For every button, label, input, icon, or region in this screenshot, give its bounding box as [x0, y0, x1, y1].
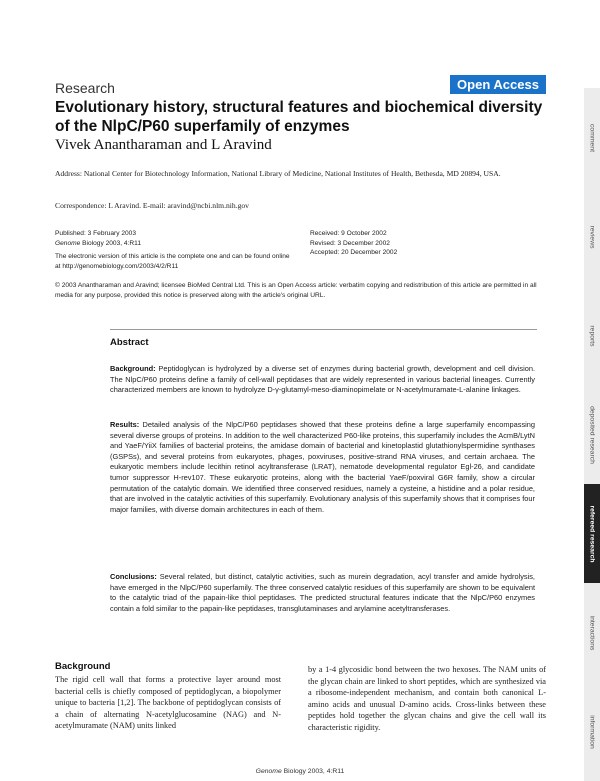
electronic-version-note[interactable]: The electronic version of this article is the complete one and can be found online at http://genomebiology.com/2003/4/2/R11 [55, 253, 290, 270]
side-tab-label: deposited research [588, 405, 596, 464]
abstract-conclusions [110, 572, 535, 614]
page-footer [0, 768, 600, 775]
side-tab-label: refereed research [588, 504, 596, 563]
side-tab-information[interactable] [584, 682, 600, 781]
body-column-left: The rigid cell wall that forms a protective layer around most bacterial cells is chiefly composed of peptidoglycan, a biopolymer unique to bacteria [1,2]. The backbone of peptidoglycan consists of a chain of alternating N-acetylglucosamine (NAG) and N-acetylmuramate (NAM) units linked [55, 675, 281, 731]
published-date: Published: 3 February 2003 [55, 230, 137, 237]
side-tab-refereed-research[interactable] [584, 484, 600, 583]
author-address: Address: National Center for Biotechnology Information, National Library of Medicine, National Institutes of Health, Bethesda, MD 20894, USA. [55, 169, 501, 178]
publication-info [55, 229, 295, 271]
article-dates [310, 229, 510, 258]
side-tab-label: interactions [588, 615, 596, 650]
copyright-notice: © 2003 Anantharaman and Aravind; licensee BioMed Central Ltd. This is an Open Access article: verbatim copying and redistribution of this article are permitted in all media for any purpose, provided this notice is preserved along with the article's original URL. [55, 282, 537, 299]
accepted-date: Accepted: 20 December 2002 [310, 249, 398, 256]
body-column-right: by a 1-4 glycosidic bond between the two hexoses. The NAM units of the glycan chain are linked to short peptides, which are synthesized via a ribosome-independent mechanism, and contain both canonical L-amino acids and unusual D-amino acids. Cross-links between these peptides hold together the glycan chains and give the cell wall its characteristic rigidity. [308, 665, 546, 732]
side-tab-reviews[interactable] [584, 187, 600, 286]
abstract-heading: Abstract [110, 337, 149, 348]
abstract-conclusions-text: Several related, but distinct, catalytic activities, such as murein degradation, acyl transfer and amide hydrolysis, have emerged in the NlpC/P60 superfamily. The three conserved catalytic residues of this superfamily are shown to be equivalent to the catalytic triad of the papain-like thiol peptidases. The predicted structural features indicate that the NlpC/P60 enzymes contain a fold similar to the papain-like peptidases, transglutaminases and arylamine acetyltransferases. [110, 572, 535, 613]
journal-reference [55, 239, 295, 249]
footer-citation: Biology 2003, 4:R11 [281, 768, 345, 775]
journal-citation: Biology 2003, 4:R11 [80, 239, 142, 247]
received-date: Received: 9 October 2002 [310, 230, 387, 237]
abstract-background [110, 364, 535, 396]
abstract-background-text: Peptidoglycan is hydrolyzed by a diverse set of enzymes during bacterial growth, development and cell division. The NlpC/P60 proteins define a family of cell-wall peptidases that are widely represented in various bacterial lineages. Currently characterized members are known to hydrolyze D-γ-glutamyl-meso-diaminopimelate or N-acetylmuramate-L-alanine linkages. [110, 364, 535, 395]
side-tab-label: comment [588, 123, 596, 152]
correspondence: Correspondence: L Aravind. E-mail: aravind@ncbi.nlm.nih.gov [55, 201, 249, 210]
footer-journal-italic: Genome [255, 768, 282, 775]
journal-name-italic: Genome [55, 239, 81, 247]
side-tab-reports[interactable] [584, 286, 600, 385]
side-tab-label: information [588, 714, 596, 749]
abstract-results-text: Detailed analysis of the NlpC/P60 peptidases showed that these proteins define a large superfamily encompassing several diverse groups of proteins. In addition to the well characterized P60-like proteins, this superfamily includes the AcmB/LytN and YaeF/YiiX families of bacterial proteins, the amidase domain of bacterial and kinetoplastid glutathionylspermidine synthases (GSPSs), and several proteins from eukaryotes, phages, poxviruses, positive-strand RNA viruses, and certain archaea. The eukaryotic members include lecithin retinol acyltransferase (LRAT), nematode developmental regulator Egl-26, and candidate tumor suppressor H-rev107. These eukaryotic proteins, along with the bacterial YaeF/poxviral G6R family, show a circular permutation of the catalytic domain. We identified three conserved residues, namely a cysteine, a histidine and a polar residue, that are involved in the catalytic activities of this superfamily. Evolutionary analysis of this superfamily shows that it comprises four major families, with diverse domain architectures in each of them. [110, 420, 535, 514]
section-label: Research [55, 80, 115, 96]
revised-date: Revised: 3 December 2002 [310, 239, 390, 247]
open-access-badge: Open Access [450, 75, 546, 94]
abstract-results [110, 420, 535, 515]
side-tab-label: reports [588, 324, 596, 347]
abstract-background-label: Background: [110, 364, 156, 373]
side-tab-label: reviews [588, 224, 596, 249]
abstract-conclusions-label: Conclusions: [110, 572, 157, 581]
side-tab-interactions[interactable] [584, 583, 600, 682]
background-heading: Background [55, 661, 111, 672]
side-tab-deposited-research[interactable] [584, 385, 600, 484]
article-authors: Vivek Anantharaman and L Aravind [55, 137, 272, 153]
abstract-results-label: Results: [110, 420, 140, 429]
side-tab-comment[interactable] [584, 88, 600, 187]
article-title: Evolutionary history, structural features and biochemical diversity of the NlpC/P60 superfamily of enzymes [55, 99, 543, 135]
